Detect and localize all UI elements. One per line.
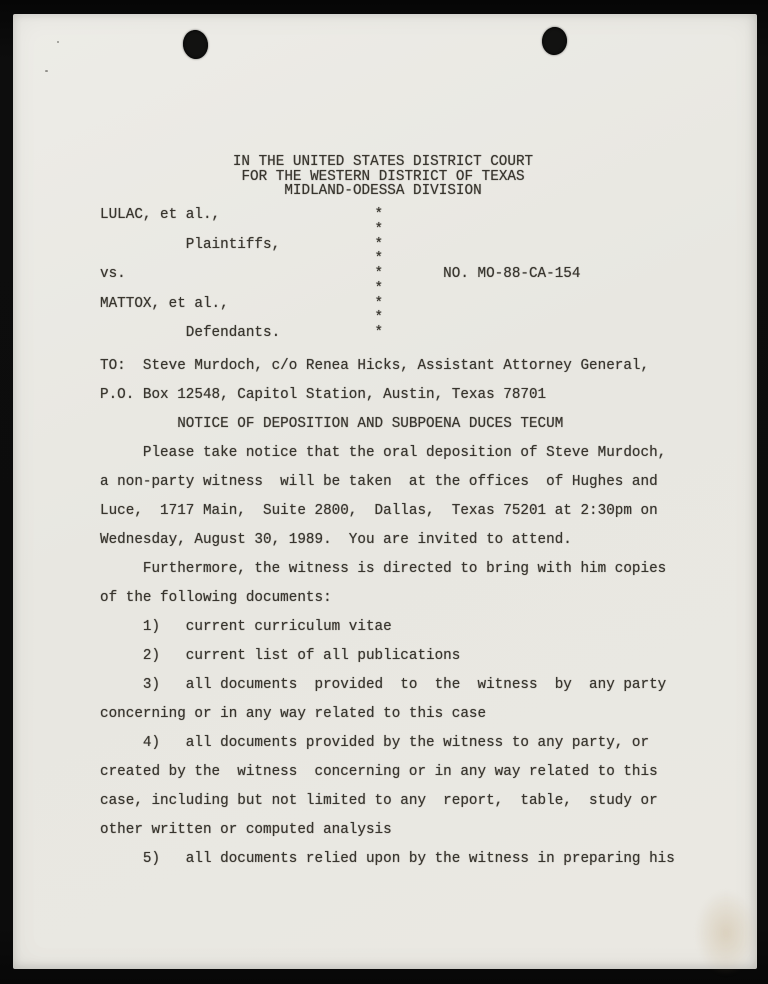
paper-speck <box>45 70 48 72</box>
text-line: * <box>100 221 384 238</box>
document-page <box>13 14 757 969</box>
text-line: 1) current curriculum vitae <box>100 619 392 635</box>
text-line: created by the witness concerning or in any way related to this <box>100 764 658 780</box>
punch-hole-left-icon <box>181 29 209 61</box>
text-line: of the following documents: <box>100 590 332 606</box>
text-line: * <box>100 280 384 297</box>
text-line: 3) all documents provided to the witness by any party <box>100 677 667 693</box>
paper-speck <box>57 41 59 43</box>
text-line: FOR THE WESTERN DISTRICT OF TEXAS <box>241 168 525 185</box>
case-caption <box>100 208 580 341</box>
text-line: Please take notice that the oral deposition of Steve Murdoch, <box>100 445 667 461</box>
text-line: vs. * NO. MO-88-CA-154 <box>100 266 581 282</box>
text-line: NOTICE OF DEPOSITION AND SUBPOENA DUCES TECUM <box>100 416 564 432</box>
text-line: other written or computed analysis <box>100 822 392 838</box>
text-line: * <box>100 251 384 268</box>
text-line: Luce, 1717 Main, Suite 2800, Dallas, Texas 75201 at 2:30pm on <box>100 503 658 519</box>
text-line: Wednesday, August 30, 1989. You are invited to attend. <box>100 532 572 548</box>
text-line: MATTOX, et al., * <box>100 295 384 312</box>
text-line: 5) all documents relied upon by the witness in preparing his <box>100 851 675 867</box>
punch-hole-right-icon <box>541 26 568 56</box>
text-line: * <box>100 310 384 327</box>
text-line: 4) all documents provided by the witness to any party, or <box>100 735 650 751</box>
text-line: P.O. Box 12548, Capitol Station, Austin, Texas 78701 <box>100 387 547 403</box>
text-line: MIDLAND-ODESSA DIVISION <box>284 183 482 200</box>
text-line: concerning or in any way related to this case <box>100 706 487 722</box>
text-line: case, including but not limited to any report, table, study or <box>100 793 658 809</box>
document-body <box>100 352 675 874</box>
court-header <box>100 155 666 199</box>
text-line: Plaintiffs, * <box>100 236 384 253</box>
text-line: a non-party witness will be taken at the offices of Hughes and <box>100 474 658 490</box>
paper-stain <box>695 890 757 976</box>
text-line: 2) current list of all publications <box>100 648 461 664</box>
text-line: Defendants. * <box>100 325 384 341</box>
text-line: IN THE UNITED STATES DISTRICT COURT <box>232 154 534 170</box>
text-line: Furthermore, the witness is directed to bring with him copies <box>100 561 667 577</box>
text-line: LULAC, et al., * <box>100 207 384 223</box>
text-line: TO: Steve Murdoch, c/o Renea Hicks, Assistant Attorney General, <box>100 358 650 374</box>
